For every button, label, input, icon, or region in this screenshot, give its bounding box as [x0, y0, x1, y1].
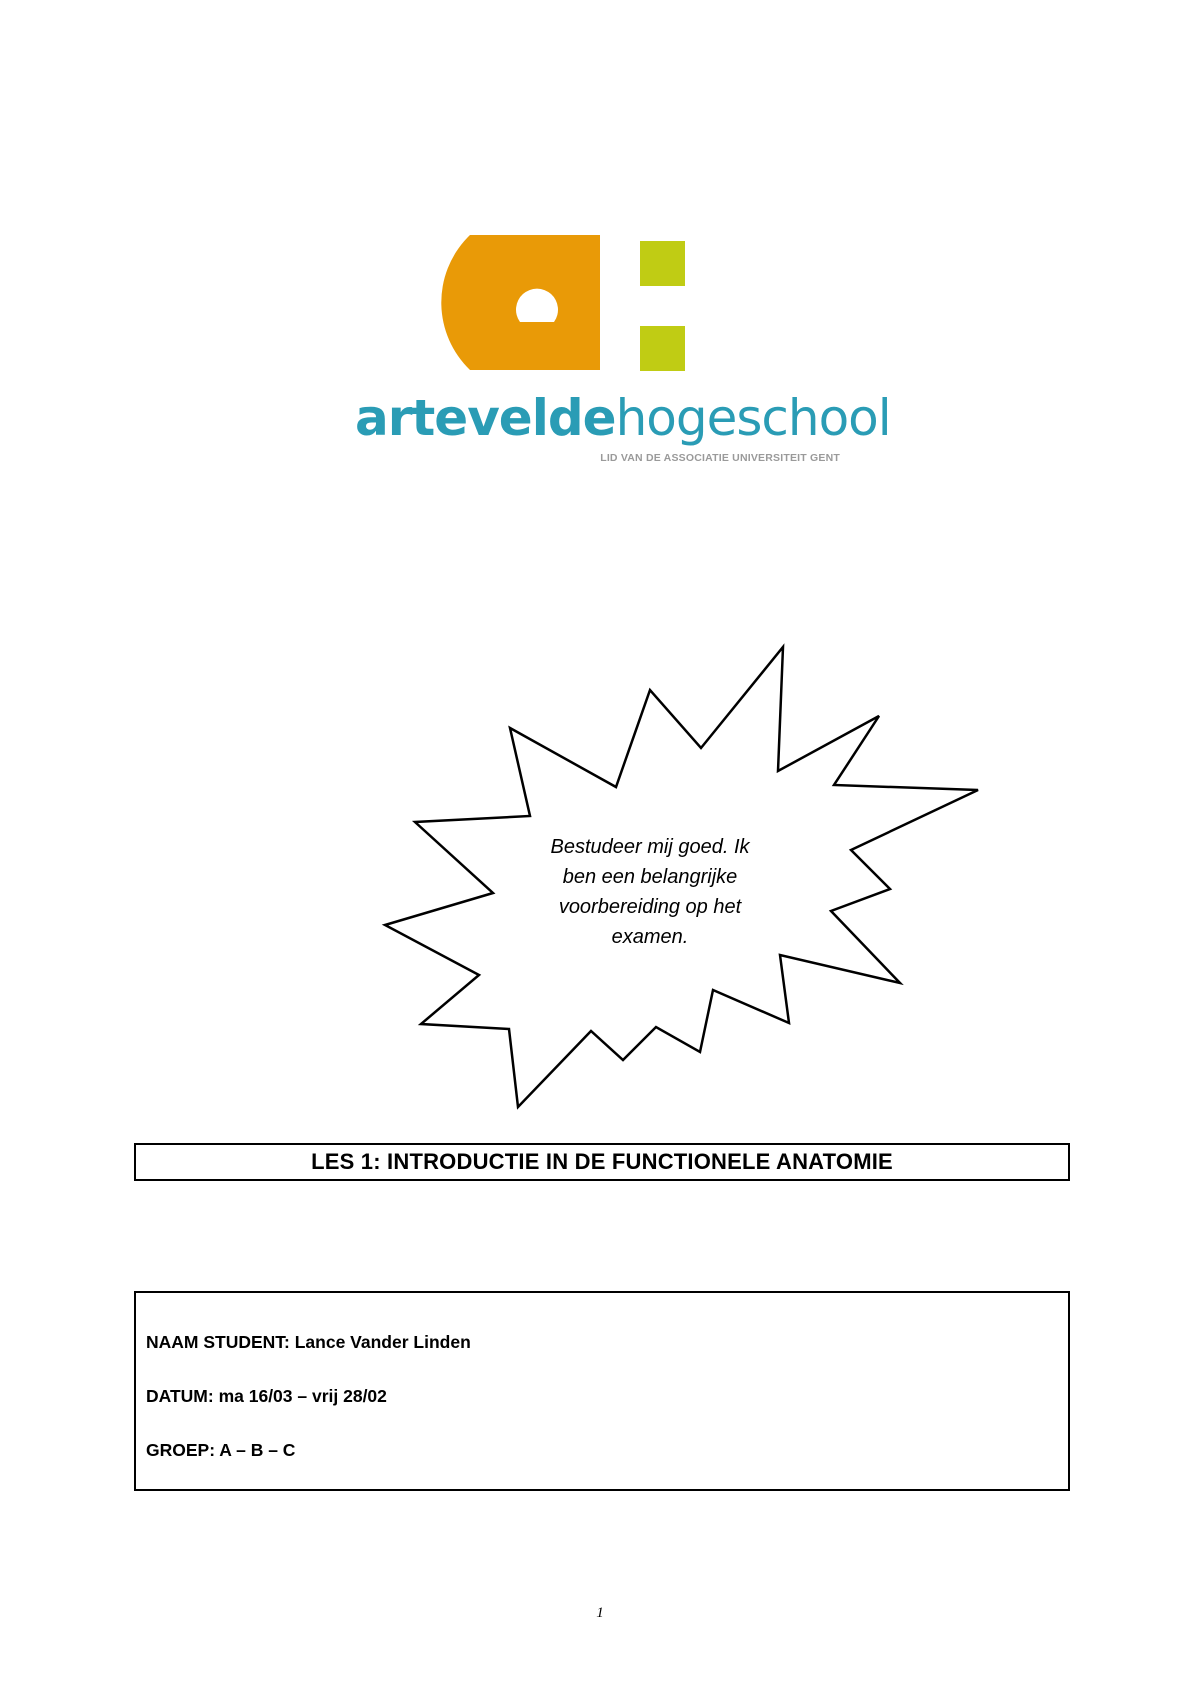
- lesson-title: LES 1: INTRODUCTIE IN DE FUNCTIONELE ANATOMIE: [311, 1149, 893, 1174]
- artevelde-logo-icon: [355, 235, 855, 395]
- logo-tagline: LID VAN DE ASSOCIATIE UNIVERSITEIT GENT: [600, 452, 840, 464]
- student-info-box: [134, 1291, 1070, 1491]
- group-list: GROEP: A – B – C: [146, 1440, 296, 1460]
- callout-line: Bestudeer mij goed. Ik: [550, 836, 750, 858]
- logo-green-square-top: [640, 241, 685, 286]
- student-name: NAAM STUDENT: Lance Vander Linden: [146, 1332, 471, 1352]
- callout-line: examen.: [611, 926, 689, 948]
- logo-orange-shape: [441, 235, 600, 370]
- logo-green-square-bottom: [640, 326, 685, 371]
- logo-word-bold: artevelde: [355, 389, 616, 447]
- page-number: 1: [596, 1605, 604, 1621]
- date-range: DATUM: ma 16/03 – vrij 28/02: [146, 1386, 387, 1406]
- logo-word-regular: hogeschool: [615, 389, 891, 447]
- school-logo: [355, 235, 891, 475]
- lesson-title-box: [134, 1143, 1070, 1181]
- logo-wordmark: [355, 389, 891, 447]
- callout-line: ben een belangrijke: [562, 866, 738, 888]
- callout-line: voorbereiding op het: [558, 896, 742, 918]
- callout-text: [525, 832, 775, 952]
